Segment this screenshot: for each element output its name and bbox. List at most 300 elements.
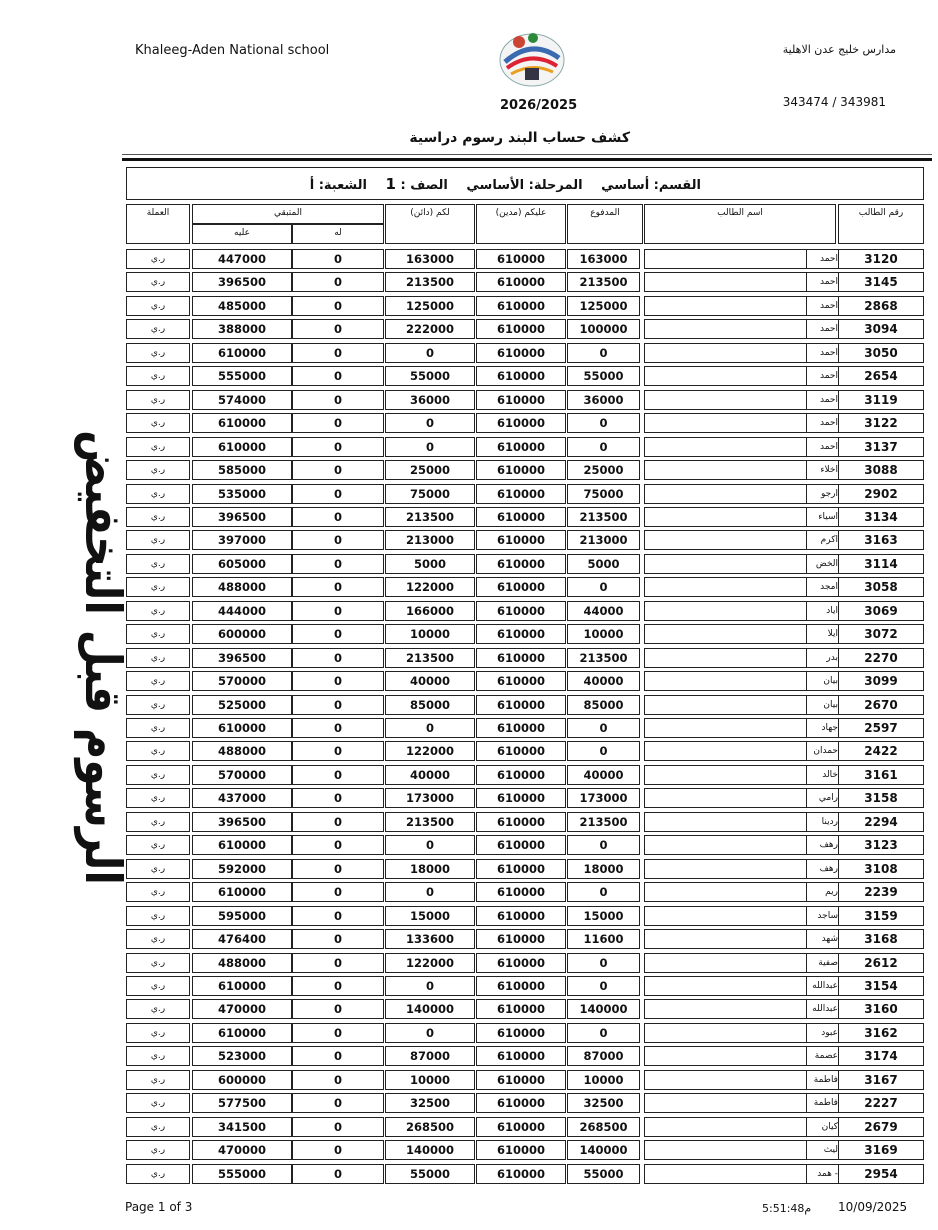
table-row xyxy=(0,294,938,317)
paid-cell: 0 xyxy=(567,835,640,855)
paid-cell: 173000 xyxy=(567,788,640,808)
credit-cell: 0 xyxy=(385,882,475,902)
debit-cell: 610000 xyxy=(476,437,566,457)
stage: المرحلة: الأساسي xyxy=(466,178,583,193)
student-name: رامي xyxy=(806,788,838,808)
table-row xyxy=(0,1091,938,1114)
credit-cell: 5000 xyxy=(385,554,475,574)
student-name: - همد xyxy=(806,1164,838,1184)
table-row xyxy=(0,458,938,481)
credit-cell: 55000 xyxy=(385,366,475,386)
paid-cell: 18000 xyxy=(567,859,640,879)
debit-cell: 610000 xyxy=(476,788,566,808)
table-row xyxy=(0,669,938,692)
remaining-credit-cell: 0 xyxy=(292,530,384,550)
currency-cell: ر.ي xyxy=(126,413,190,433)
remaining-due-cell: 555000 xyxy=(192,366,292,386)
currency-cell: ر.ي xyxy=(126,1046,190,1066)
debit-cell: 610000 xyxy=(476,929,566,949)
student-id-cell: 3169 xyxy=(838,1140,924,1160)
table-row xyxy=(0,880,938,903)
credit-cell: 122000 xyxy=(385,953,475,973)
credit-cell: 85000 xyxy=(385,695,475,715)
student-id-cell: 3108 xyxy=(838,859,924,879)
remaining-credit-cell: 0 xyxy=(292,577,384,597)
currency-cell: ر.ي xyxy=(126,1140,190,1160)
remaining-credit-cell: 0 xyxy=(292,671,384,691)
currency-cell: ر.ي xyxy=(126,741,190,761)
student-name: احمد xyxy=(806,272,838,292)
student-name: كيان xyxy=(806,1117,838,1137)
credit-cell: 10000 xyxy=(385,624,475,644)
remaining-due-cell: 610000 xyxy=(192,413,292,433)
paid-cell: 87000 xyxy=(567,1046,640,1066)
debit-cell: 610000 xyxy=(476,413,566,433)
debit-cell: 610000 xyxy=(476,812,566,832)
remaining-credit-cell: 0 xyxy=(292,460,384,480)
remaining-credit-cell: 0 xyxy=(292,272,384,292)
remaining-due-cell: 447000 xyxy=(192,249,292,269)
student-id-cell: 2868 xyxy=(838,296,924,316)
remaining-due-cell: 592000 xyxy=(192,859,292,879)
page-indicator: Page 1 of 3 xyxy=(125,1200,193,1214)
remaining-credit-cell: 0 xyxy=(292,859,384,879)
currency-cell: ر.ي xyxy=(126,718,190,738)
student-name: خالد xyxy=(806,765,838,785)
remaining-credit-cell: 0 xyxy=(292,601,384,621)
currency-cell: ر.ي xyxy=(126,249,190,269)
student-id-cell: 2294 xyxy=(838,812,924,832)
currency-cell: ر.ي xyxy=(126,624,190,644)
table-row xyxy=(0,552,938,575)
credit-cell: 140000 xyxy=(385,1140,475,1160)
debit-cell: 610000 xyxy=(476,1117,566,1137)
remaining-credit-cell: 0 xyxy=(292,718,384,738)
header-remaining-credit: له xyxy=(292,224,384,244)
remaining-due-cell: 396500 xyxy=(192,272,292,292)
remaining-due-cell: 605000 xyxy=(192,554,292,574)
remaining-credit-cell: 0 xyxy=(292,390,384,410)
student-id-cell: 3161 xyxy=(838,765,924,785)
remaining-credit-cell: 0 xyxy=(292,554,384,574)
currency-cell: ر.ي xyxy=(126,882,190,902)
credit-cell: 55000 xyxy=(385,1164,475,1184)
currency-cell: ر.ي xyxy=(126,460,190,480)
paid-cell: 140000 xyxy=(567,999,640,1019)
remaining-credit-cell: 0 xyxy=(292,953,384,973)
student-id-cell: 3168 xyxy=(838,929,924,949)
credit-cell: 10000 xyxy=(385,1070,475,1090)
phone-numbers: 343474 / 343981 xyxy=(782,95,886,109)
student-name: احمد xyxy=(806,366,838,386)
remaining-due-cell: 574000 xyxy=(192,390,292,410)
debit-cell: 610000 xyxy=(476,1070,566,1090)
credit-cell: 213500 xyxy=(385,272,475,292)
table-row xyxy=(0,247,938,270)
remaining-credit-cell: 0 xyxy=(292,765,384,785)
student-id-cell: 3072 xyxy=(838,624,924,644)
credit-cell: 0 xyxy=(385,437,475,457)
credit-cell: 213500 xyxy=(385,812,475,832)
student-id-cell: 3167 xyxy=(838,1070,924,1090)
debit-cell: 610000 xyxy=(476,319,566,339)
currency-cell: ر.ي xyxy=(126,1070,190,1090)
student-name: شهد xyxy=(806,929,838,949)
student-id-cell: 3119 xyxy=(838,390,924,410)
grade-value: 1 xyxy=(385,175,396,193)
credit-cell: 166000 xyxy=(385,601,475,621)
paid-cell: 213000 xyxy=(567,530,640,550)
student-id-cell: 3122 xyxy=(838,413,924,433)
paid-cell: 100000 xyxy=(567,319,640,339)
credit-cell: 213000 xyxy=(385,530,475,550)
currency-cell: ر.ي xyxy=(126,906,190,926)
remaining-credit-cell: 0 xyxy=(292,741,384,761)
table-row xyxy=(0,482,938,505)
grade-label: الصف : xyxy=(400,178,448,193)
student-name: الخض xyxy=(806,554,838,574)
header-currency: العملة xyxy=(126,204,190,244)
paid-cell: 36000 xyxy=(567,390,640,410)
debit-cell: 610000 xyxy=(476,906,566,926)
student-id-cell: 3069 xyxy=(838,601,924,621)
remaining-credit-cell: 0 xyxy=(292,1070,384,1090)
currency-cell: ر.ي xyxy=(126,272,190,292)
table-row xyxy=(0,951,938,974)
currency-cell: ر.ي xyxy=(126,859,190,879)
student-name: امجد xyxy=(806,577,838,597)
student-id-cell: 2270 xyxy=(838,648,924,668)
paid-cell: 0 xyxy=(567,882,640,902)
remaining-due-cell: 341500 xyxy=(192,1117,292,1137)
header-remaining-due: عليه xyxy=(192,224,292,244)
credit-cell: 0 xyxy=(385,835,475,855)
print-date: 10/09/2025 xyxy=(838,1200,908,1214)
remaining-due-cell: 485000 xyxy=(192,296,292,316)
student-id-cell: 3114 xyxy=(838,554,924,574)
remaining-credit-cell: 0 xyxy=(292,648,384,668)
student-id-cell: 3137 xyxy=(838,437,924,457)
student-name: عبود xyxy=(806,1023,838,1043)
paid-cell: 0 xyxy=(567,437,640,457)
student-name: ليث xyxy=(806,1140,838,1160)
credit-cell: 75000 xyxy=(385,484,475,504)
paid-cell: 40000 xyxy=(567,671,640,691)
debit-cell: 610000 xyxy=(476,249,566,269)
paid-cell: 0 xyxy=(567,413,640,433)
remaining-due-cell: 570000 xyxy=(192,671,292,691)
student-id-cell: 3154 xyxy=(838,976,924,996)
student-name: بدر xyxy=(806,648,838,668)
paid-cell: 163000 xyxy=(567,249,640,269)
remaining-credit-cell: 0 xyxy=(292,999,384,1019)
debit-cell: 610000 xyxy=(476,999,566,1019)
student-id-cell: 2612 xyxy=(838,953,924,973)
paid-cell: 213500 xyxy=(567,812,640,832)
student-name: رهف xyxy=(806,835,838,855)
remaining-credit-cell: 0 xyxy=(292,835,384,855)
debit-cell: 610000 xyxy=(476,624,566,644)
credit-cell: 268500 xyxy=(385,1117,475,1137)
side-note-text: الرسوم قبل التخفيض xyxy=(74,430,132,964)
remaining-credit-cell: 0 xyxy=(292,1046,384,1066)
currency-cell: ر.ي xyxy=(126,671,190,691)
remaining-due-cell: 600000 xyxy=(192,1070,292,1090)
header-paid: المدفوع xyxy=(567,204,643,244)
credit-cell: 163000 xyxy=(385,249,475,269)
debit-cell: 610000 xyxy=(476,718,566,738)
table-row xyxy=(0,575,938,598)
school-name-arabic: مدارس خليج عدن الاهلية xyxy=(782,43,896,56)
debit-cell: 610000 xyxy=(476,1164,566,1184)
currency-cell: ر.ي xyxy=(126,319,190,339)
student-id-cell: 2670 xyxy=(838,695,924,715)
student-name: ايلا xyxy=(806,624,838,644)
currency-cell: ر.ي xyxy=(126,929,190,949)
student-name: احمد xyxy=(806,343,838,363)
remaining-credit-cell: 0 xyxy=(292,1023,384,1043)
remaining-credit-cell: 0 xyxy=(292,319,384,339)
table-row xyxy=(0,599,938,622)
remaining-due-cell: 535000 xyxy=(192,484,292,504)
remaining-due-cell: 570000 xyxy=(192,765,292,785)
credit-cell: 40000 xyxy=(385,765,475,785)
currency-cell: ر.ي xyxy=(126,507,190,527)
paid-cell: 268500 xyxy=(567,1117,640,1137)
debit-cell: 610000 xyxy=(476,1046,566,1066)
paid-cell: 213500 xyxy=(567,648,640,668)
remaining-due-cell: 610000 xyxy=(192,1023,292,1043)
currency-cell: ر.ي xyxy=(126,1023,190,1043)
remaining-due-cell: 388000 xyxy=(192,319,292,339)
paid-cell: 0 xyxy=(567,976,640,996)
student-name: بيان xyxy=(806,695,838,715)
credit-cell: 122000 xyxy=(385,741,475,761)
credit-cell: 213500 xyxy=(385,648,475,668)
currency-cell: ر.ي xyxy=(126,390,190,410)
student-id-cell: 2597 xyxy=(838,718,924,738)
student-id-cell: 2227 xyxy=(838,1093,924,1113)
header-credit: (لكم (دائن xyxy=(385,204,475,244)
remaining-due-cell: 470000 xyxy=(192,999,292,1019)
remaining-credit-cell: 0 xyxy=(292,882,384,902)
student-id-cell: 3120 xyxy=(838,249,924,269)
remaining-credit-cell: 0 xyxy=(292,624,384,644)
debit-cell: 610000 xyxy=(476,741,566,761)
student-name: ارجو xyxy=(806,484,838,504)
table-row xyxy=(0,505,938,528)
remaining-credit-cell: 0 xyxy=(292,507,384,527)
table-row xyxy=(0,810,938,833)
remaining-credit-cell: 0 xyxy=(292,249,384,269)
department: القسم: أساسي xyxy=(601,178,701,193)
credit-cell: 25000 xyxy=(385,460,475,480)
student-id-cell: 3162 xyxy=(838,1023,924,1043)
table-row xyxy=(0,739,938,762)
header-remaining: المتبقي xyxy=(192,204,384,224)
student-id-cell: 3160 xyxy=(838,999,924,1019)
student-name: عبدالله xyxy=(806,976,838,996)
paid-cell: 0 xyxy=(567,953,640,973)
remaining-due-cell: 476400 xyxy=(192,929,292,949)
table-row xyxy=(0,435,938,458)
student-name: احمد xyxy=(806,296,838,316)
remaining-due-cell: 600000 xyxy=(192,624,292,644)
table-row xyxy=(0,317,938,340)
paid-cell: 85000 xyxy=(567,695,640,715)
remaining-credit-cell: 0 xyxy=(292,413,384,433)
currency-cell: ر.ي xyxy=(126,976,190,996)
debit-cell: 610000 xyxy=(476,554,566,574)
student-id-cell: 3123 xyxy=(838,835,924,855)
debit-cell: 610000 xyxy=(476,1140,566,1160)
student-name: جهاد xyxy=(806,718,838,738)
credit-cell: 222000 xyxy=(385,319,475,339)
remaining-credit-cell: 0 xyxy=(292,343,384,363)
remaining-due-cell: 396500 xyxy=(192,812,292,832)
remaining-credit-cell: 0 xyxy=(292,1164,384,1184)
student-name: احمد xyxy=(806,249,838,269)
print-time: م5:51:48 xyxy=(762,1202,812,1215)
remaining-credit-cell: 0 xyxy=(292,976,384,996)
debit-cell: 610000 xyxy=(476,484,566,504)
paid-cell: 40000 xyxy=(567,765,640,785)
paid-cell: 213500 xyxy=(567,507,640,527)
table-row xyxy=(0,1162,938,1185)
currency-cell: ر.ي xyxy=(126,1093,190,1113)
debit-cell: 610000 xyxy=(476,601,566,621)
debit-cell: 610000 xyxy=(476,882,566,902)
student-id-cell: 3174 xyxy=(838,1046,924,1066)
remaining-due-cell: 610000 xyxy=(192,835,292,855)
paid-cell: 0 xyxy=(567,741,640,761)
student-name: ردينا xyxy=(806,812,838,832)
debit-cell: 610000 xyxy=(476,272,566,292)
remaining-credit-cell: 0 xyxy=(292,788,384,808)
paid-cell: 0 xyxy=(567,577,640,597)
remaining-due-cell: 610000 xyxy=(192,343,292,363)
report-title: كشف حساب البند رسوم دراسية xyxy=(409,130,630,146)
table-row xyxy=(0,833,938,856)
paid-cell: 10000 xyxy=(567,624,640,644)
student-id-cell: 2422 xyxy=(838,741,924,761)
paid-cell: 5000 xyxy=(567,554,640,574)
student-name: حمدان xyxy=(806,741,838,761)
debit-cell: 610000 xyxy=(476,390,566,410)
credit-cell: 32500 xyxy=(385,1093,475,1113)
remaining-credit-cell: 0 xyxy=(292,906,384,926)
debit-cell: 610000 xyxy=(476,530,566,550)
remaining-due-cell: 595000 xyxy=(192,906,292,926)
debit-cell: 610000 xyxy=(476,835,566,855)
paid-cell: 0 xyxy=(567,718,640,738)
paid-cell: 125000 xyxy=(567,296,640,316)
student-name: اخلاء xyxy=(806,460,838,480)
student-name: رهف xyxy=(806,859,838,879)
credit-cell: 125000 xyxy=(385,296,475,316)
debit-cell: 610000 xyxy=(476,953,566,973)
currency-cell: ر.ي xyxy=(126,835,190,855)
paid-cell: 44000 xyxy=(567,601,640,621)
currency-cell: ر.ي xyxy=(126,695,190,715)
debit-cell: 610000 xyxy=(476,671,566,691)
header-debit: (عليكم (مدين xyxy=(476,204,566,244)
remaining-due-cell: 610000 xyxy=(192,437,292,457)
currency-cell: ر.ي xyxy=(126,999,190,1019)
remaining-credit-cell: 0 xyxy=(292,484,384,504)
student-id-cell: 3134 xyxy=(838,507,924,527)
student-id-cell: 3159 xyxy=(838,906,924,926)
table-row xyxy=(0,528,938,551)
currency-cell: ر.ي xyxy=(126,437,190,457)
credit-cell: 0 xyxy=(385,413,475,433)
credit-cell: 122000 xyxy=(385,577,475,597)
student-name: اسياء xyxy=(806,507,838,527)
student-name: بيان xyxy=(806,671,838,691)
table-row xyxy=(0,364,938,387)
division: الشعبة: أ xyxy=(309,178,367,193)
remaining-due-cell: 396500 xyxy=(192,648,292,668)
remaining-due-cell: 610000 xyxy=(192,976,292,996)
paid-cell: 213500 xyxy=(567,272,640,292)
remaining-credit-cell: 0 xyxy=(292,695,384,715)
remaining-due-cell: 525000 xyxy=(192,695,292,715)
table-row xyxy=(0,997,938,1020)
remaining-due-cell: 523000 xyxy=(192,1046,292,1066)
student-id-cell: 2654 xyxy=(838,366,924,386)
remaining-due-cell: 397000 xyxy=(192,530,292,550)
table-row xyxy=(0,411,938,434)
remaining-due-cell: 488000 xyxy=(192,953,292,973)
student-name: اياد xyxy=(806,601,838,621)
currency-cell: ر.ي xyxy=(126,953,190,973)
debit-cell: 610000 xyxy=(476,1023,566,1043)
currency-cell: ر.ي xyxy=(126,788,190,808)
student-name: احمد xyxy=(806,437,838,457)
student-name: احمد xyxy=(806,319,838,339)
remaining-credit-cell: 0 xyxy=(292,812,384,832)
table-row xyxy=(0,974,938,997)
table-row xyxy=(0,693,938,716)
student-name: فاطمة xyxy=(806,1093,838,1113)
remaining-credit-cell: 0 xyxy=(292,1093,384,1113)
student-name: ريم xyxy=(806,882,838,902)
table-row xyxy=(0,270,938,293)
debit-cell: 610000 xyxy=(476,366,566,386)
remaining-due-cell: 585000 xyxy=(192,460,292,480)
currency-cell: ر.ي xyxy=(126,812,190,832)
remaining-credit-cell: 0 xyxy=(292,1140,384,1160)
student-id-cell: 3050 xyxy=(838,343,924,363)
debit-cell: 610000 xyxy=(476,507,566,527)
credit-cell: 0 xyxy=(385,1023,475,1043)
academic-year: 2026/2025 xyxy=(500,98,578,113)
table-row xyxy=(0,1115,938,1138)
paid-cell: 0 xyxy=(567,343,640,363)
credit-cell: 36000 xyxy=(385,390,475,410)
currency-cell: ر.ي xyxy=(126,1164,190,1184)
credit-cell: 133600 xyxy=(385,929,475,949)
credit-cell: 87000 xyxy=(385,1046,475,1066)
debit-cell: 610000 xyxy=(476,765,566,785)
credit-cell: 40000 xyxy=(385,671,475,691)
currency-cell: ر.ي xyxy=(126,765,190,785)
remaining-due-cell: 444000 xyxy=(192,601,292,621)
table-row xyxy=(0,763,938,786)
student-name: عصمة xyxy=(806,1046,838,1066)
currency-cell: ر.ي xyxy=(126,577,190,597)
currency-cell: ر.ي xyxy=(126,530,190,550)
